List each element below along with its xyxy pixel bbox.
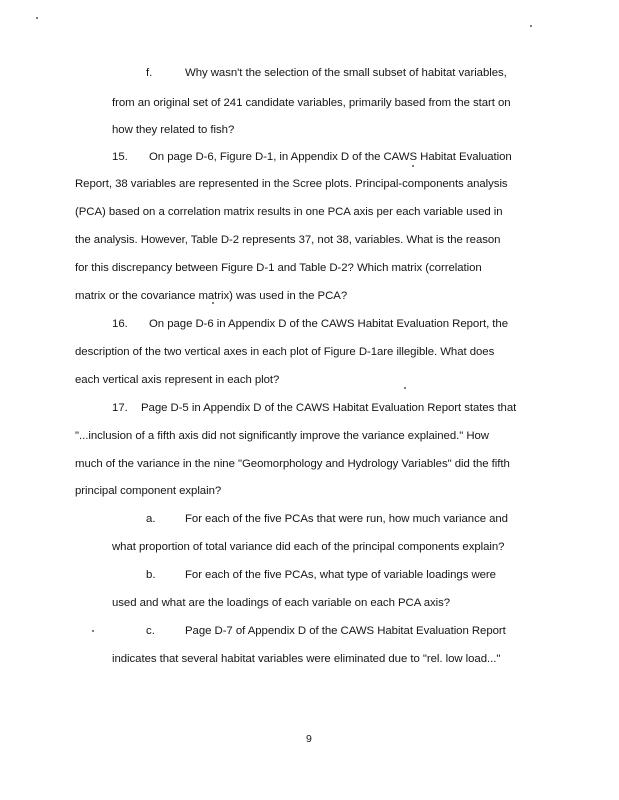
question-15-line-5: for this discrepancy between Figure D-1 and Table D-2? Which matrix (correlation: [75, 262, 482, 274]
item-f-marker: f.: [146, 67, 153, 79]
page-number: 9: [306, 733, 312, 745]
subitem-a-marker: a.: [146, 513, 156, 525]
question-16-line-2: description of the two vertical axes in each plot of Figure D-1are illegible. What does: [75, 346, 495, 358]
question-16-line-3: each vertical axis represent in each plot?: [75, 374, 280, 386]
question-17-line-3: much of the variance in the nine "Geomorphology and Hydrology Variables" did the fifth: [75, 458, 510, 470]
question-15-number: 15.: [112, 151, 128, 163]
question-16-number: 16.: [112, 318, 128, 330]
subitem-c-marker: c.: [146, 625, 155, 637]
subitem-b-line-2: used and what are the loadings of each variable on each PCA axis?: [112, 597, 451, 609]
question-15-line-3: (PCA) based on a correlation matrix results in one PCA axis per each variable used in: [75, 206, 503, 218]
question-15-line-6: matrix or the covariance matrix) was used in the PCA?: [75, 290, 348, 302]
scan-speck: [404, 387, 406, 389]
question-16-line-1: On page D-6 in Appendix D of the CAWS Habitat Evaluation Report, the: [149, 318, 508, 330]
subitem-a-line-2: what proportion of total variance did each of the principal components explain?: [112, 541, 505, 553]
item-f-line-1: Why wasn't the selection of the small subset of habitat variables,: [185, 67, 507, 79]
question-15-line-2: Report, 38 variables are represented in the Scree plots. Principal-components analysis: [75, 178, 508, 190]
scan-speck: [212, 302, 214, 304]
subitem-b-line-1: For each of the five PCAs, what type of variable loadings were: [185, 569, 496, 581]
item-f-line-3: how they related to fish?: [112, 124, 235, 136]
question-15-line-1: On page D-6, Figure D-1, in Appendix D of the CAWS Habitat Evaluation: [149, 151, 512, 163]
question-17-line-1: Page D-5 in Appendix D of the CAWS Habitat Evaluation Report states that: [141, 402, 517, 414]
scan-speck: [92, 630, 94, 632]
item-f-line-2: from an original set of 241 candidate variables, primarily based from the start on: [112, 97, 511, 109]
subitem-a-line-1: For each of the five PCAs that were run, how much variance and: [185, 513, 508, 525]
subitem-b-marker: b.: [146, 569, 156, 581]
subitem-c-line-2: indicates that several habitat variables were eliminated due to "rel. low load...": [112, 653, 501, 665]
question-15-line-4: the analysis. However, Table D-2 represents 37, not 38, variables. What is the reason: [75, 234, 501, 246]
subitem-c-line-1: Page D-7 of Appendix D of the CAWS Habitat Evaluation Report: [185, 625, 506, 637]
scan-speck: [412, 165, 414, 167]
scan-speck: [36, 17, 38, 19]
question-17-line-4: principal component explain?: [75, 485, 222, 497]
scan-speck: [530, 25, 532, 27]
question-17-number: 17.: [112, 402, 128, 414]
question-17-line-2: "...inclusion of a fifth axis did not significantly improve the variance explained." How: [75, 430, 489, 442]
